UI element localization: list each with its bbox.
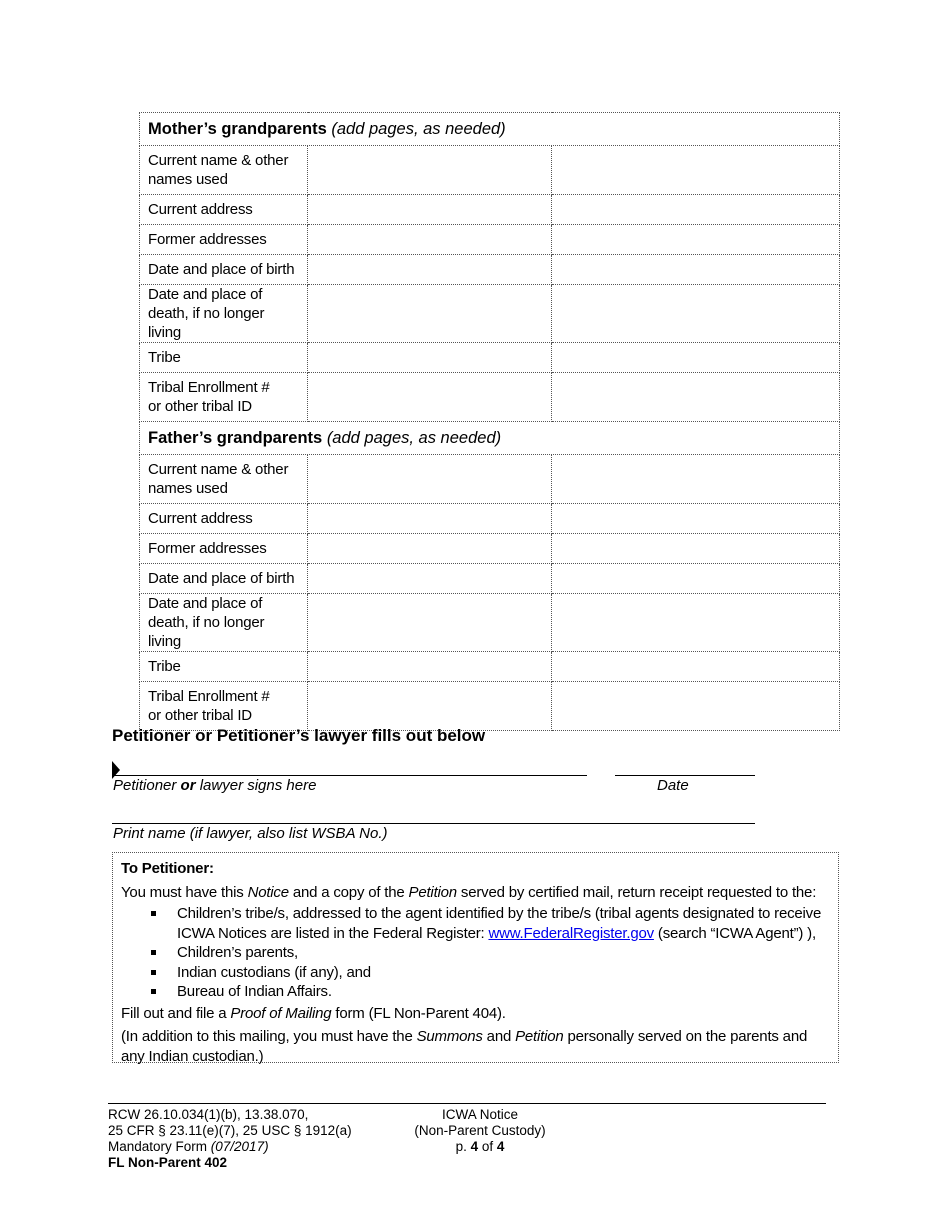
entry-cell-2[interactable]: [552, 652, 840, 682]
row-label: Date and place of birth: [140, 564, 308, 594]
recipient-list: [121, 904, 830, 1002]
page-number: p. 4 of 4: [455, 1139, 505, 1154]
list-item: Children’s parents,: [177, 943, 830, 963]
table-row: [140, 373, 840, 422]
section-heading: Mother’s grandparents: [148, 119, 327, 138]
entry-cell-1[interactable]: [308, 195, 552, 225]
entry-cell-1[interactable]: [308, 225, 552, 255]
table-row: [140, 504, 840, 534]
signature-caption: Petitioner or lawyer signs here: [113, 777, 317, 794]
row-label: Tribal Enrollment # or other tribal ID: [140, 682, 308, 731]
list-item: Children’s tribe/s, addressed to the agent identified by the tribe/s (tribal agents designated to receive ICWA Notices are listed in the Federal Register: www.FederalRegister.gov (search “ICWA Agent”) ),: [177, 904, 830, 943]
entry-cell-2[interactable]: [552, 146, 840, 195]
entry-cell-1[interactable]: [308, 146, 552, 195]
table-row: [140, 564, 840, 594]
entry-cell-1[interactable]: [308, 682, 552, 731]
entry-cell-2[interactable]: [552, 564, 840, 594]
section-heading: Father’s grandparents: [148, 428, 323, 447]
footer-form-title: ICWA Notice (Non-Parent Custody) p. 4 of 4: [395, 1107, 565, 1155]
entry-cell-2[interactable]: [552, 255, 840, 285]
entry-cell-2[interactable]: [552, 343, 840, 373]
instructions-fill: Fill out and file a Proof of Mailing form (FL Non-Parent 404).: [121, 1004, 506, 1022]
entry-cell-1[interactable]: [308, 594, 552, 652]
table-row: [140, 652, 840, 682]
grandparents-table: [139, 112, 840, 731]
table-row: [140, 146, 840, 195]
row-label: Current name & other names used: [140, 455, 308, 504]
entry-cell-1[interactable]: [308, 652, 552, 682]
entry-cell-2[interactable]: [552, 373, 840, 422]
entry-cell-1[interactable]: [308, 343, 552, 373]
instructions-additional: (In addition to this mailing, you must have the Summons and Petition personally served on the parents and any Indian custodian.): [121, 1028, 808, 1065]
mother-section-header: [140, 113, 840, 146]
table-row: [140, 225, 840, 255]
list-item: Indian custodians (if any), and: [177, 963, 830, 983]
print-name-line[interactable]: [112, 823, 755, 824]
entry-cell-1[interactable]: [308, 534, 552, 564]
entry-cell-2[interactable]: [552, 195, 840, 225]
date-line[interactable]: [615, 775, 755, 776]
table-row: [140, 594, 840, 652]
section-title: Petitioner or Petitioner’s lawyer fills out below: [112, 726, 486, 745]
entry-cell-2[interactable]: [552, 504, 840, 534]
section-note: (add pages, as needed): [331, 119, 506, 138]
row-label: Tribal Enrollment # or other tribal ID: [140, 373, 308, 422]
table-row: [140, 455, 840, 504]
entry-cell-2[interactable]: [552, 682, 840, 731]
row-label: Current name & other names used: [140, 146, 308, 195]
row-label: Former addresses: [140, 225, 308, 255]
row-label: Tribe: [140, 343, 308, 373]
table-row: [140, 195, 840, 225]
entry-cell-2[interactable]: [552, 594, 840, 652]
entry-cell-1[interactable]: [308, 285, 552, 343]
table-row: [140, 255, 840, 285]
table-row: [140, 285, 840, 343]
signature-line[interactable]: [112, 775, 587, 776]
row-label: Former addresses: [140, 534, 308, 564]
date-caption: Date: [657, 777, 689, 794]
row-label: Date and place of death, if no longer living: [140, 594, 308, 652]
table-row: [140, 343, 840, 373]
entry-cell-2[interactable]: [552, 285, 840, 343]
row-label: Current address: [140, 504, 308, 534]
table-row: [140, 534, 840, 564]
section-note: (add pages, as needed): [326, 428, 502, 447]
row-label: Date and place of death, if no longer living: [140, 285, 308, 343]
entry-cell-2[interactable]: [552, 534, 840, 564]
entry-cell-1[interactable]: [308, 373, 552, 422]
entry-cell-2[interactable]: [552, 225, 840, 255]
entry-cell-1[interactable]: [308, 255, 552, 285]
print-name-caption: Print name (if lawyer, also list WSBA No.): [113, 825, 388, 842]
federal-register-link[interactable]: www.FederalRegister.gov: [488, 924, 654, 942]
entry-cell-2[interactable]: [552, 455, 840, 504]
footer-divider: [108, 1103, 826, 1104]
row-label: Tribe: [140, 652, 308, 682]
entry-cell-1[interactable]: [308, 455, 552, 504]
list-item: Bureau of Indian Affairs.: [177, 982, 830, 1002]
entry-cell-1[interactable]: [308, 564, 552, 594]
row-label: Current address: [140, 195, 308, 225]
instructions-heading: To Petitioner:: [121, 860, 214, 877]
instructions-intro: You must have this Notice and a copy of the Petition served by certified mail, return receipt requested to the:: [121, 883, 817, 901]
father-section-header: [140, 422, 840, 455]
entry-cell-1[interactable]: [308, 504, 552, 534]
row-label: Date and place of birth: [140, 255, 308, 285]
petitioner-instructions: [112, 852, 839, 1063]
table-row: [140, 682, 840, 731]
footer-citations: RCW 26.10.034(1)(b), 13.38.070, 25 CFR § 23.11(e)(7), 25 USC § 1912(a) Mandatory Form (07/2017) FL Non-Parent 402: [108, 1107, 352, 1170]
